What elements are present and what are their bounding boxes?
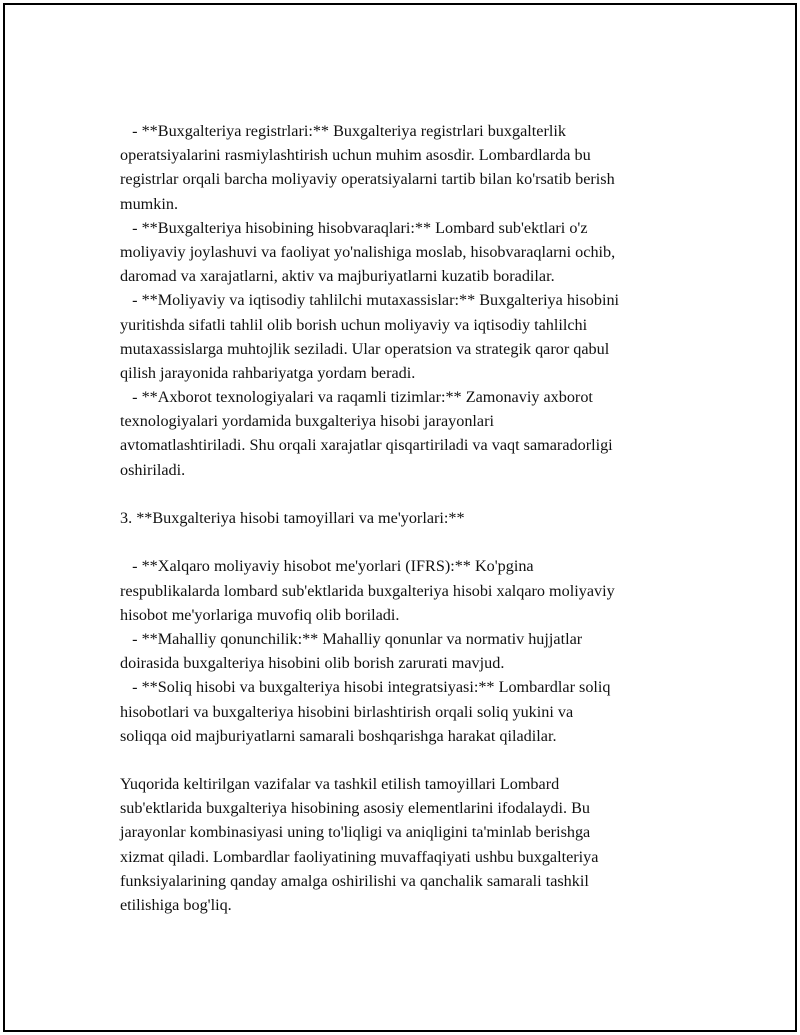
- blank-line: [120, 482, 705, 506]
- text-line: mumkin.: [120, 194, 179, 213]
- text-line: - **Soliq hisobi va buxgalteriya hisobi integratsiyasi:** Lombardlar soliq: [120, 678, 611, 697]
- text-line: funksiyalarining qanday amalga oshirilishi va qanchalik samarali tashkil: [120, 871, 589, 890]
- text-line: - **Buxgalteriya hisobining hisobvaraqlari:** Lombard sub'ektlari o'z: [120, 218, 588, 237]
- text-line: texnologiyalari yordamida buxgalteriya hisobi jarayonlari: [120, 412, 494, 431]
- text-line: Yuqorida keltirilgan vazifalar va tashkil etilish tamoyillari Lombard: [120, 775, 560, 794]
- text-line: - **Xalqaro moliyaviy hisobot me'yorlari (IFRS):** Ko'pgina: [120, 557, 534, 576]
- text-line: 3. **Buxgalteriya hisobi tamoyillari va me'yorlari:**: [120, 509, 465, 527]
- text-line: - **Buxgalteriya registrlari:** Buxgalteriya registrlari buxgalterlik: [120, 122, 566, 140]
- text-line: mutaxassislarga muhtojlik seziladi. Ular operatsion va strategik qaror qabul: [120, 339, 610, 358]
- text-line: registrlar orqali barcha moliyaviy operatsiyalarni tartib bilan ko'rsatib berish: [120, 170, 615, 189]
- text-line: - **Axborot texnologiyalari va raqamli tizimlar:** Zamonaviy axborot: [120, 388, 593, 407]
- text-line: respublikalarda lombard sub'ektlarida buxgalteriya hisobi xalqaro moliyaviy: [120, 581, 615, 600]
- text-line: jarayonlar kombinasiyasi uning to'liqligi va aniqligini ta'minlab berishga: [120, 823, 591, 842]
- text-line: daromad va xarajatlarni, aktiv va majburiyatlarni kuzatib boradilar.: [120, 267, 555, 286]
- text-line: hisobot me'yorlariga muvofiq olib boriladi.: [120, 605, 400, 624]
- text-line: etilishiga bog'liq.: [120, 896, 232, 914]
- text-line: doirasida buxgalteriya hisobini olib borish zarurati mavjud.: [120, 654, 505, 673]
- blank-line: [120, 530, 705, 554]
- text-line: avtomatlashtiriladi. Shu orqali xarajatlar qisqartiriladi va vaqt samaradorligi: [120, 436, 613, 455]
- blank-line: [120, 748, 705, 772]
- text-line: soliqqa oid majburiyatlarni samarali boshqarishga harakat qiladilar.: [120, 726, 557, 745]
- text-line: sub'ektlarida buxgalteriya hisobining asosiy elementlarini ifodalaydi. Bu: [120, 799, 590, 818]
- text-line: hisobotlari va buxgalteriya hisobini birlashtirish orqali soliq yukini va: [120, 702, 574, 721]
- text-line: qilish jarayonida rahbariyatga yordam beradi.: [120, 363, 416, 382]
- text-line: operatsiyalarini rasmiylashtirish uchun muhim asosdir. Lombardlarda bu: [120, 146, 591, 165]
- text-line: oshiriladi.: [120, 460, 186, 479]
- text-line: yuritishda sifatli tahlil olib borish uchun moliyaviy va iqtisodiy tahlilchi: [120, 315, 588, 334]
- page-frame: [3, 3, 797, 1032]
- text-line: xizmat qiladi. Lombardlar faoliyatining muvaffaqiyati ushbu buxgalteriya: [120, 847, 599, 866]
- text-line: - **Mahalliy qonunchilik:** Mahalliy qonunlar va normativ hujjatlar: [120, 629, 583, 648]
- text-line: moliyaviy joylashuvi va faoliyat yo'nalishiga moslab, hisobvaraqlarni ochib,: [120, 242, 616, 261]
- document-body: [120, 119, 705, 917]
- text-line: - **Moliyaviy va iqtisodiy tahlilchi mutaxassislar:** Buxgalteriya hisobini: [120, 291, 620, 310]
